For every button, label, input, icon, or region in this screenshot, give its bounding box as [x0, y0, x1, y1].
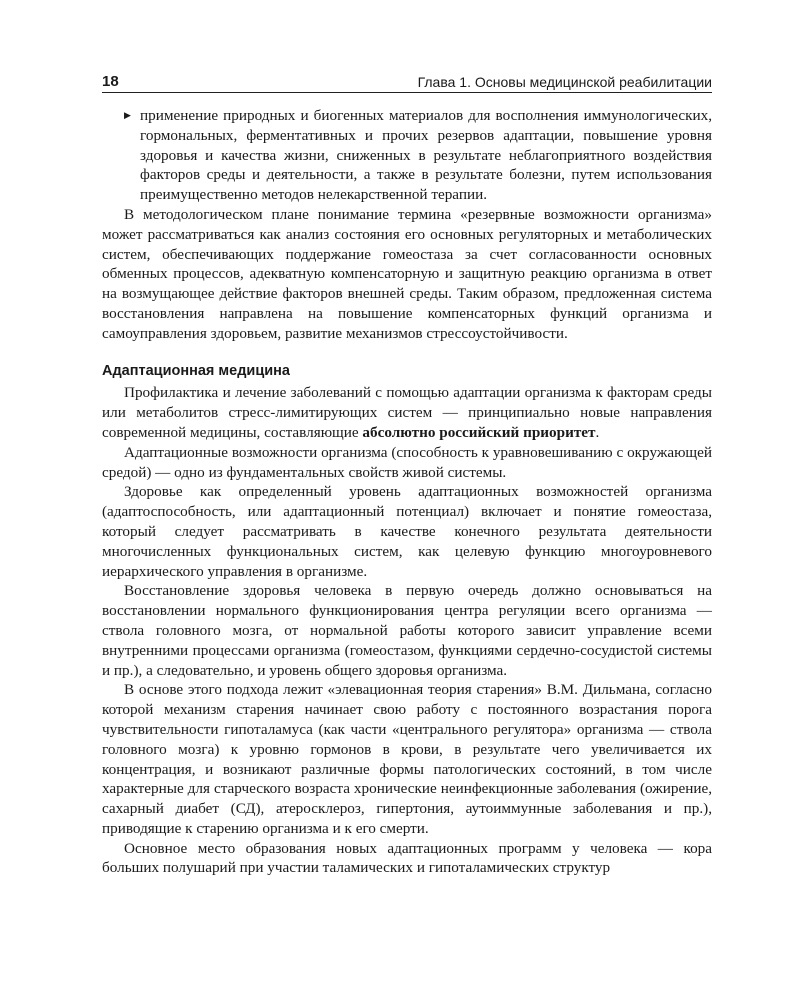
chapter-title: Глава 1. Основы медицинской реабилитации [417, 74, 712, 90]
running-header [102, 62, 712, 93]
book-page [102, 62, 712, 878]
page-body [102, 106, 712, 878]
triangle-bullet-icon: ▶ [124, 110, 131, 120]
page-number: 18 [102, 73, 119, 90]
paragraph-prophylaxis-text: Профилактика и лечение заболеваний с помощью адаптации организма к факторам среды или метаболитов стресс-лимитирующих систем — принципиально новые направления современной медицины, составляющие [102, 384, 712, 441]
paragraph-restoration: Восстановление здоровья человека в первую очередь должно основываться на восстановлении нормального функционирования центра регуляции всего организма — ствола головного мозга, от нормальной работы которого зависит управление всеми внутренними процессами организма (гомеостазом, функциями сердечно-сосудистой системы и пр.), а следовательно, и уровень общего здоровья организма. [102, 582, 712, 679]
emphasis-priority: абсолютно российский приоритет [362, 423, 596, 441]
section-heading: Адаптационная медицина [102, 362, 290, 379]
bullet-item [124, 106, 712, 205]
paragraph-adaptive: Адаптационные возможности организма (способность к уравновешиванию с окружающей средой) — одно из фундаментальных свойств живой системы. [102, 443, 712, 481]
paragraph-prophylaxis-end: . [595, 423, 600, 441]
bullet-text: применение природных и биогенных материалов для восполнения иммунологических, гормональных, ферментативных и прочих резервов адаптации, повышение уровня здоровья и качества жизни, сниженных в результате неблагоприятного воздействия факторов среды и деятельности, а также в результате болезни, путем использования преимущественно методов нелекарственной терапии. [140, 107, 712, 204]
paragraph-methodology: В методологическом плане понимание термина «резервные возможности организма» может рассматриваться как анализ состояния его основных регуляторных и метаболических систем, обеспечивающих поддержание гомеостаза за счет согласованности основных обменных процессов, адекватную компенсаторную и защитную реакцию организма в ответ на возмущающее действие факторов внешней среды. Таким образом, предложенная система восстановления направлена на повышение компенсаторных функций организма и самоуправления здоровьем, развитие механизмов стрессоустойчивости. [102, 205, 712, 342]
paragraph-cortex: Основное место образования новых адаптационных программ у человека — кора больших полушарий при участии таламических и гипоталамических структур [102, 839, 712, 877]
paragraph-prophylaxis [102, 383, 712, 442]
paragraph-elevation: В основе этого подхода лежит «элевационная теория старения» В.М. Дильмана, согласно которой механизм старения начинает свою работу с постоянного возрастания порога чувствительности гипоталамуса (как части «центрального регулятора» организма — ствола головного мозга) к уровню гормонов в крови, в результате чего увеличивается их концентрация, и возникают различные формы патологических состояний, в том числе характерные для старческого возраста хронические неинфекционные заболевания (ожирение, сахарный диабет (СД), атеросклероз, гипертония, аутоиммунные заболевания и пр.), приводящие к старению организма и к его смерти. [102, 681, 712, 837]
paragraph-health: Здоровье как определенный уровень адаптационных возможностей организма (адаптоспособность, или адаптационный потенциал) включает и понятие гомеостаза, который следует рассматривать в качестве конечного результата деятельности многочисленных функциональных систем, как целевую функцию многоуровневого иерархического управления в организме. [102, 483, 712, 580]
